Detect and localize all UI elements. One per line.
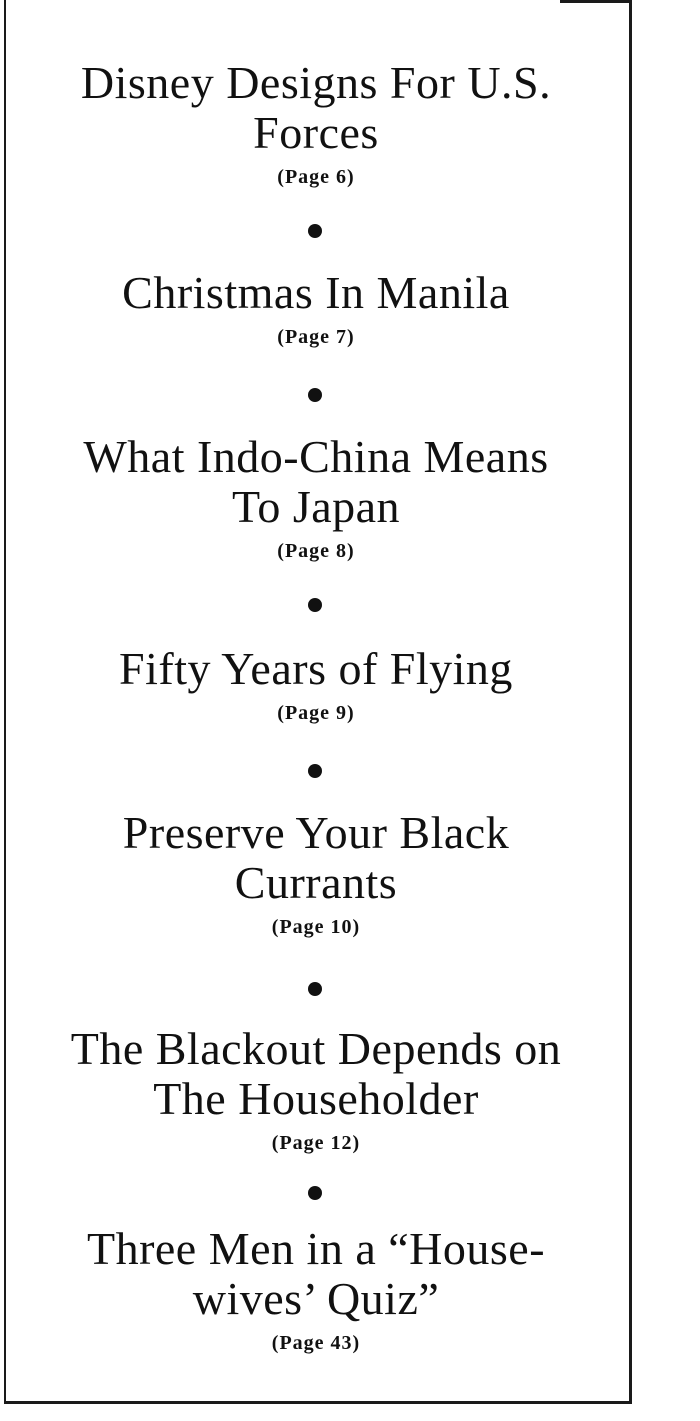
entry-title-line: To Japan — [231, 481, 401, 532]
contents-entry-4 — [0, 644, 632, 726]
entry-title-line: Fifty Years of Flying — [119, 643, 513, 694]
bullet-separator — [308, 982, 322, 996]
bullet-separator — [308, 388, 322, 402]
entry-title-line: Preserve Your Black — [122, 807, 510, 858]
contents-entry-7 — [0, 1224, 632, 1356]
entry-title-line: Forces — [253, 107, 379, 158]
entry-page-ref: (Page 43) — [271, 1332, 361, 1354]
contents-entry-1 — [0, 58, 632, 190]
entry-page-ref: (Page 9) — [277, 702, 355, 724]
contents-entry-6 — [0, 1024, 632, 1156]
entry-title-line: Three Men in a “House- — [86, 1223, 546, 1274]
entry-page-ref: (Page 8) — [277, 540, 355, 562]
entry-page-ref: (Page 10) — [271, 916, 361, 938]
entry-title-line: The Householder — [153, 1073, 479, 1124]
contents-entry-2 — [0, 268, 632, 350]
entry-title-line: Currants — [234, 857, 398, 908]
bullet-separator — [308, 224, 322, 238]
entry-title-line: What Indo-China Means — [83, 431, 549, 482]
top-rule — [560, 0, 632, 3]
entry-page-ref: (Page 6) — [277, 166, 355, 188]
bullet-separator — [308, 1186, 322, 1200]
contents-entry-3 — [0, 432, 632, 564]
contents-entry-5 — [0, 808, 632, 940]
bullet-separator — [308, 764, 322, 778]
entry-page-ref: (Page 12) — [271, 1132, 361, 1154]
entry-title-line: The Blackout Depends on — [70, 1023, 562, 1074]
entry-page-ref: (Page 7) — [277, 326, 355, 348]
entry-title-line: Disney Designs For U.S. — [80, 57, 552, 108]
bullet-separator — [308, 598, 322, 612]
entry-title-line: wives’ Quiz” — [192, 1273, 440, 1324]
entry-title-line: Christmas In Manila — [122, 267, 510, 318]
